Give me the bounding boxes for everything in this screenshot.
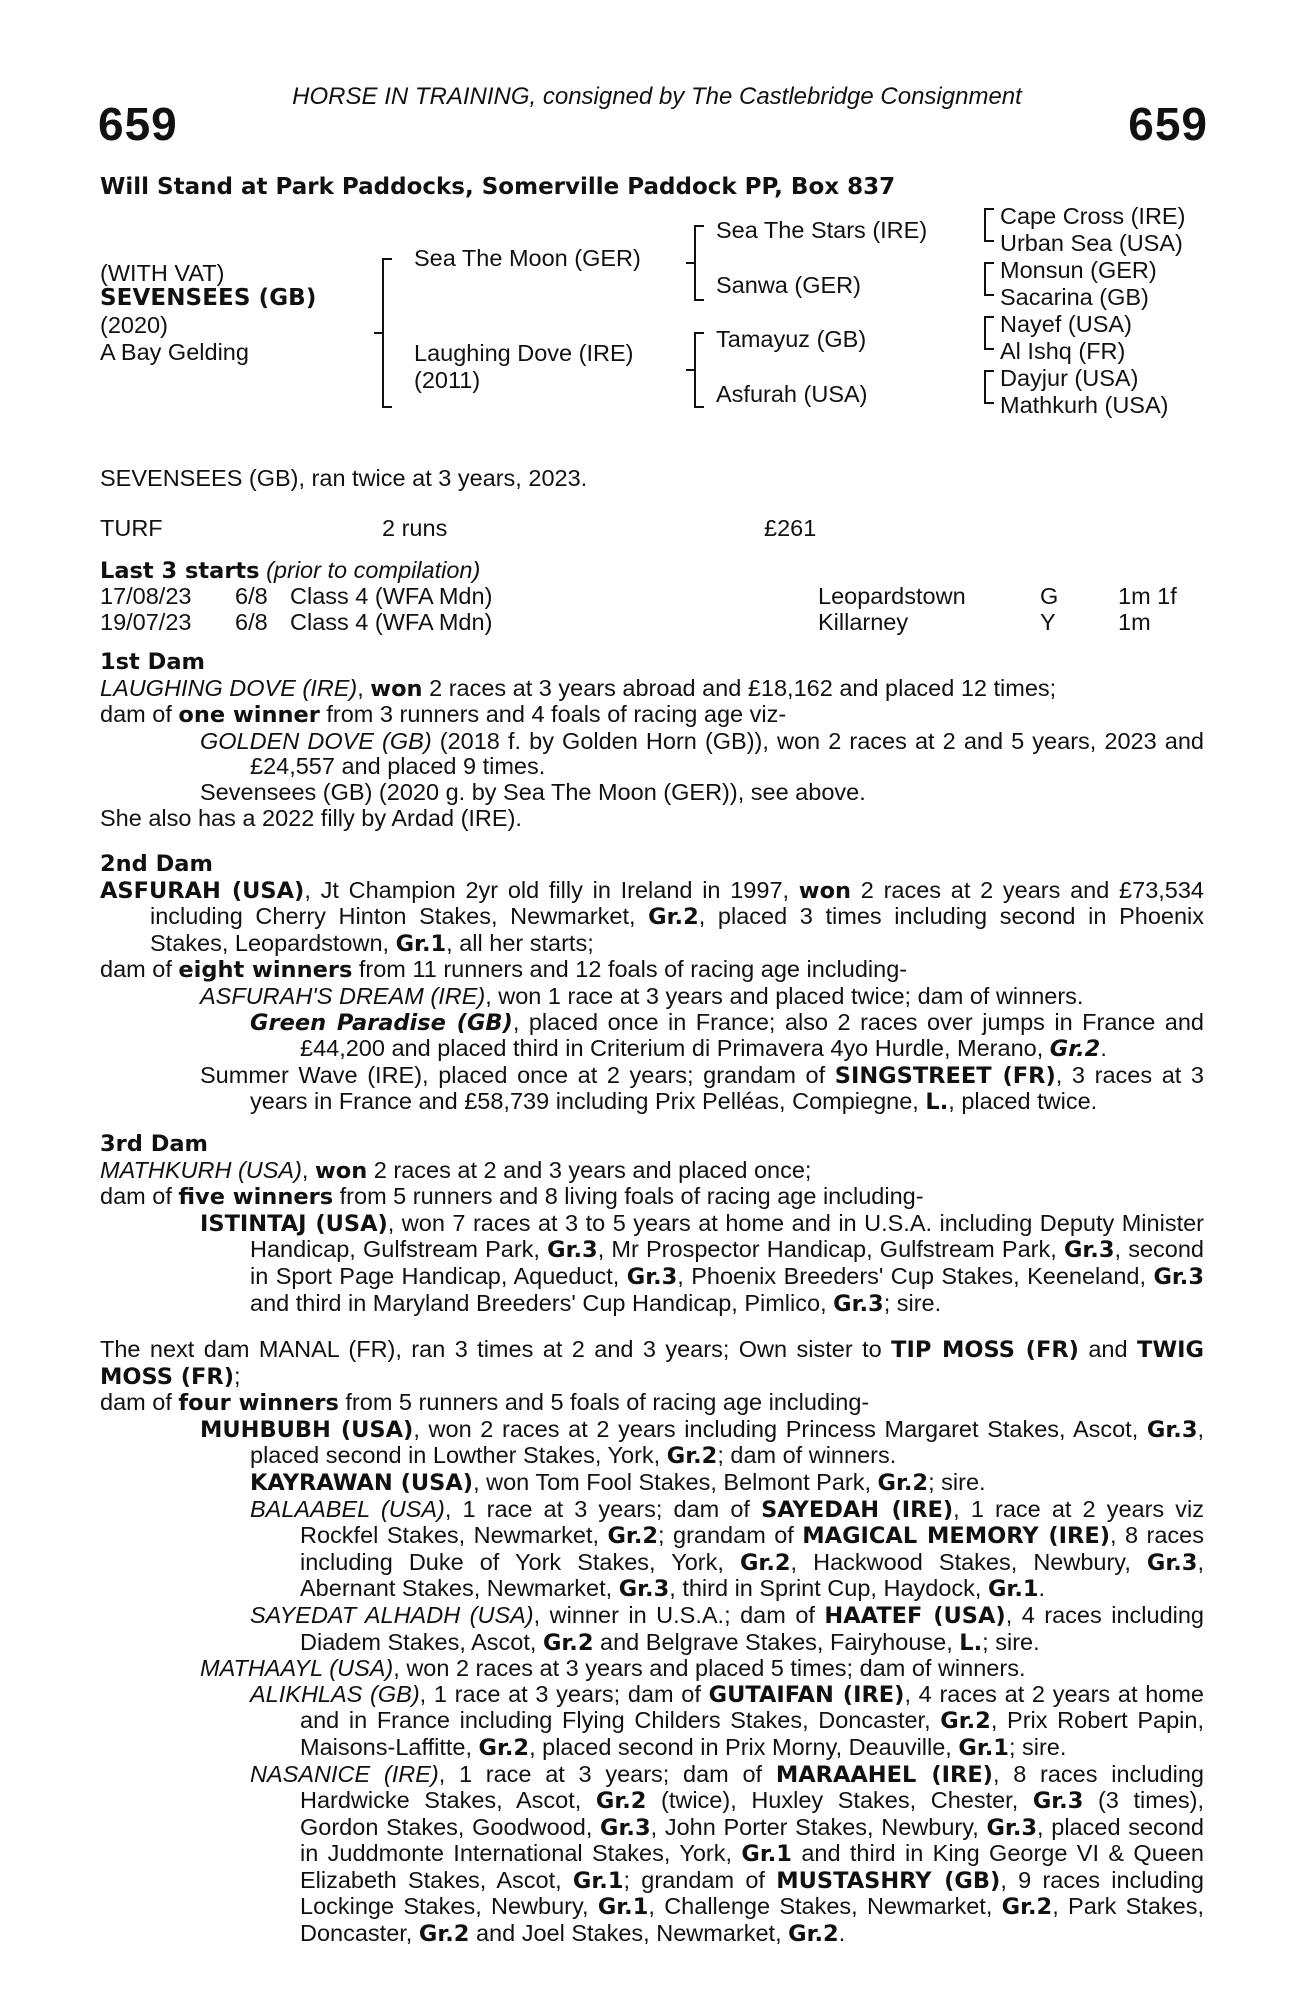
- grade: Gr.2: [648, 904, 699, 931]
- text: Summer Wave (IRE), placed once at 2 years; grandam of: [200, 1061, 835, 1088]
- grade: Gr.2: [542, 1629, 594, 1656]
- text-bold: four winners: [178, 1390, 339, 1417]
- text: , placed second in Prix Morny, Deauville,: [529, 1733, 959, 1760]
- last-starts-heading: [100, 558, 480, 585]
- first-dam-produce-summary: [100, 702, 1204, 729]
- text: The next dam MANAL (FR), ran 3 times at 2 and 3 years; Own sister to: [100, 1336, 892, 1362]
- text: , won 1 race at 3 years and placed twice; dam of winners.: [485, 982, 1084, 1009]
- text: , 1 race at 3 years; dam of: [438, 1760, 776, 1787]
- text: from 3 runners and 4 foals of racing age viz-: [319, 701, 787, 728]
- second-dam-record: [100, 878, 1204, 958]
- second-dam-grand-produce: [100, 1010, 1204, 1063]
- text: , Park Stakes, Doncaster,: [300, 1893, 1204, 1947]
- fourth-dam-grand-produce-1: [100, 1470, 1204, 1497]
- dam-name: ASFURAH (USA): [100, 877, 305, 904]
- grade: Gr.3: [1063, 1237, 1115, 1264]
- second-dam-produce-summary: [100, 957, 1204, 984]
- text: , Jt Champion 2yr old filly in Ireland in 1997,: [304, 876, 799, 903]
- start-row-1-going: G: [1040, 583, 1059, 609]
- text: dam of: [100, 956, 179, 983]
- race-summary: SEVENSEES (GB), ran twice at 3 years, 2023.: [100, 465, 588, 491]
- text: , 3 races at 3 years in France and £58,739 including Prix Pelléas, Compiegne,: [250, 1061, 1204, 1115]
- text: , 8 races including Hardwicke Stakes, Ascot,: [300, 1760, 1204, 1814]
- text-bold: five winners: [178, 1184, 334, 1211]
- first-dam-produce-1: [100, 729, 1204, 780]
- text: , 1 race at 2 years viz Rockfel Stakes, Newmarket,: [300, 1495, 1205, 1549]
- stand-location: Will Stand at Park Paddocks, Somerville Paddock PP, Box 837: [100, 174, 896, 200]
- second-dam-produce-2: [100, 1063, 1204, 1116]
- grade: Gr.3: [618, 1576, 670, 1603]
- record-surface: TURF: [100, 515, 163, 541]
- text: , Hackwood Stakes, Newbury,: [790, 1548, 1147, 1575]
- start-row-2-class: Class 4 (WFA Mdn): [290, 609, 493, 635]
- produce-name: MARAAHEL (IRE): [775, 1761, 993, 1788]
- pedigree-gg-7: Dayjur (USA): [1000, 365, 1139, 391]
- text: .: [838, 1920, 846, 1947]
- vat-note: (WITH VAT): [100, 260, 225, 286]
- grade: Gr.2: [1001, 1894, 1053, 1921]
- produce-name: MAGICAL MEMORY (IRE): [802, 1523, 1111, 1550]
- pedigree-brace-notch: [374, 332, 384, 334]
- grade: Gr.1: [597, 1894, 649, 1921]
- text: ; sire.: [928, 1468, 986, 1495]
- start-row-1-course: Leopardstown: [818, 583, 966, 609]
- text: , Challenge Stakes, Newmarket,: [648, 1893, 1002, 1920]
- text: 2 races at 2 and 3 years and placed once;: [367, 1156, 812, 1183]
- text: , placed twice.: [948, 1088, 1098, 1115]
- fourth-dam-produce-1: [100, 1417, 1204, 1470]
- text: ,: [357, 674, 371, 701]
- text: .: [1038, 1575, 1046, 1602]
- text: (3 times), Gordon Stakes, Goodwood,: [300, 1787, 1204, 1840]
- record-earnings: £261: [764, 515, 817, 541]
- text: , 4 races at 2 years at home and in France including Flying Childers Stakes, Doncaster,: [300, 1680, 1204, 1734]
- produce-name: NASANICE (IRE): [250, 1760, 439, 1787]
- text: , placed 3 times including second in Phoenix Stakes, Leopardstown,: [150, 903, 1204, 956]
- text: , 9 races including Lockinge Stakes, Newbury,: [300, 1866, 1204, 1920]
- grade: Gr.3: [626, 1263, 678, 1290]
- text: , 1 race at 3 years; dam of: [444, 1495, 762, 1522]
- text: , placed second in Juddmonte International Stakes, York,: [300, 1813, 1204, 1867]
- text-bold: one winner: [178, 702, 320, 729]
- fourth-dam-grand-produce-3: [100, 1603, 1204, 1656]
- text: ; dam of winners.: [717, 1442, 897, 1469]
- pedigree-brace-g2: [984, 262, 986, 296]
- fourth-dam-produce-2: [100, 1656, 1204, 1682]
- produce-name: ASFURAH'S DREAM (IRE): [200, 982, 486, 1009]
- produce-name: SINGSTREET (FR): [834, 1062, 1056, 1089]
- pedigree-gg-4: Sacarina (GB): [1000, 284, 1149, 310]
- record-runs: 2 runs: [382, 515, 448, 541]
- first-dam-section: [100, 650, 1204, 831]
- third-dam-produce-summary: [100, 1184, 1204, 1211]
- grade: Gr.3: [833, 1290, 884, 1317]
- first-dam-produce-2: Sevensees (GB) (2020 g. by Sea The Moon (GER)), see above.: [200, 778, 866, 805]
- text: , 4 races including Diadem Stakes, Ascot,: [300, 1601, 1204, 1655]
- first-dam-record: [100, 676, 1204, 703]
- sibling-name: TIP MOSS (FR): [891, 1337, 1079, 1363]
- pedigree-brace-g4: [984, 370, 986, 404]
- text: , Mr Prospector Handicap, Gulfstream Park,: [597, 1236, 1064, 1263]
- start-row-1-distance: 1m 1f: [1118, 583, 1177, 609]
- grade: Gr.2: [788, 1921, 839, 1948]
- fourth-dam-grand-produce-5: [100, 1762, 1204, 1948]
- grade: Gr.3: [600, 1814, 651, 1841]
- produce-name: ALIKHLAS (GB): [250, 1680, 420, 1707]
- grade: Gr.3: [1146, 1549, 1198, 1576]
- grade: Gr.2: [666, 1443, 718, 1470]
- horse-year: (2020): [100, 312, 168, 338]
- grade: L.: [959, 1629, 983, 1656]
- text: , John Porter Stakes, Newbury,: [650, 1813, 987, 1840]
- fourth-dam-grand-produce-4: [100, 1682, 1204, 1762]
- pedigree-dam-year: (2011): [414, 367, 481, 393]
- produce-name: BALAABEL (USA): [250, 1495, 445, 1522]
- text: .: [1100, 1035, 1107, 1062]
- grade: Gr.1: [958, 1734, 1009, 1761]
- text: , all her starts;: [446, 929, 594, 956]
- pedigree-brace-notch: [686, 262, 696, 264]
- lot-number-right: 659: [1128, 98, 1208, 150]
- first-dam-produce-3: She also has a 2022 filly by Ardad (IRE).: [100, 804, 522, 831]
- fourth-dam-grand-produce-2: [100, 1497, 1204, 1603]
- grade: Gr.1: [572, 1867, 624, 1894]
- text: and Joel Stakes, Newmarket,: [469, 1920, 789, 1947]
- text: and Belgrave Stakes, Fairyhouse,: [593, 1628, 960, 1655]
- produce-name: ISTINTAJ (USA): [200, 1210, 388, 1237]
- third-dam-section: [100, 1132, 1204, 1317]
- pedigree-brace-g1: [984, 208, 986, 242]
- text: ;: [234, 1362, 241, 1389]
- pedigree-gg-1: Cape Cross (IRE): [1000, 203, 1186, 229]
- text-bold: won: [370, 675, 423, 702]
- dam-name: LAUGHING DOVE (IRE): [100, 674, 358, 701]
- text: , 1 race at 3 years; dam of: [419, 1680, 709, 1707]
- text: , won Tom Fool Stakes, Belmont Park,: [473, 1468, 878, 1495]
- pedigree-gg-2: Urban Sea (USA): [1000, 230, 1183, 256]
- consignment-header: HORSE IN TRAINING, consigned by The Castlebridge Consignment: [292, 83, 1022, 110]
- grade: Gr.2: [607, 1523, 659, 1550]
- grade: Gr.2: [1049, 1036, 1101, 1063]
- grade: Gr.2: [478, 1734, 530, 1761]
- text: , won 7 races at 3 to 5 years at home and in U.S.A. including Deputy Minister Handicap, Gulfstream Park,: [250, 1209, 1204, 1263]
- horse-name: SEVENSEES (GB): [100, 285, 317, 311]
- start-row-1-pos: 6/8: [235, 583, 268, 609]
- produce-name: MUHBUBH (USA): [200, 1416, 414, 1443]
- text: and: [1078, 1336, 1137, 1362]
- pedigree-gg-6: Al Ishq (FR): [1000, 338, 1126, 364]
- text: (2018 f. by Golden Horn (GB)), won 2 races at 2 and 5 years, 2023 and £24,557 and placed 9 times.: [250, 727, 1204, 780]
- text: , won 2 races at 2 years including Princess Margaret Stakes, Ascot,: [413, 1415, 1147, 1442]
- dam-name: MATHKURH (USA): [100, 1156, 302, 1183]
- pedigree-dam-sire: Tamayuz (GB): [716, 326, 867, 352]
- pedigree-brace-notch: [686, 369, 696, 371]
- third-dam-record: [100, 1158, 1204, 1185]
- fourth-dam-section: [100, 1337, 1204, 1948]
- produce-name: MUSTASHRY (GB): [776, 1867, 1001, 1894]
- start-row-2-course: Killarney: [818, 609, 909, 635]
- second-dam-produce-1: [100, 984, 1204, 1010]
- first-dam-heading: 1st Dam: [100, 649, 205, 675]
- lot-number-left: 659: [98, 98, 178, 150]
- third-dam-heading: 3rd Dam: [100, 1131, 208, 1157]
- text: (twice), Huxley Stakes, Chester,: [646, 1787, 1033, 1814]
- fourth-dam-produce-summary: [100, 1390, 1204, 1417]
- text: , won 2 races at 3 years and placed 5 times; dam of winners.: [393, 1655, 1026, 1682]
- grade: Gr.2: [418, 1921, 470, 1948]
- produce-name: HAATEF (USA): [824, 1602, 1006, 1629]
- text: , 8 races including Duke of York Stakes, York,: [300, 1522, 1204, 1575]
- pedigree-brace-g3: [984, 316, 986, 350]
- start-row-2-going: Y: [1040, 609, 1056, 635]
- text: ; sire.: [883, 1289, 942, 1316]
- text: dam of: [100, 1389, 179, 1416]
- pedigree-gg-8: Mathkurh (USA): [1000, 392, 1169, 418]
- pedigree-gg-5: Nayef (USA): [1000, 311, 1132, 337]
- last-starts-note: (prior to compilation): [266, 557, 481, 583]
- text: ; grandam of: [623, 1866, 777, 1893]
- grade: Gr.3: [1146, 1416, 1198, 1443]
- grade: Gr.3: [1032, 1788, 1084, 1815]
- produce-name: MATHAAYL (USA): [200, 1655, 394, 1682]
- text: from 5 runners and 8 living foals of racing age including-: [333, 1183, 924, 1210]
- start-row-2-date: 19/07/23: [100, 609, 192, 635]
- text: , Phoenix Breeders' Cup Stakes, Keeneland,: [677, 1262, 1154, 1289]
- sibling-name: TWIG MOSS (FR): [100, 1337, 1204, 1390]
- text: , Prix Robert Papin, Maisons-Laffitte,: [300, 1707, 1204, 1760]
- pedigree-sire-dam: Sanwa (GER): [716, 272, 861, 298]
- text: , third in Sprint Cup, Haydock,: [669, 1575, 988, 1602]
- start-row-2-distance: 1m: [1118, 609, 1151, 635]
- last-starts-title: Last 3 starts: [100, 558, 260, 584]
- text-bold: eight winners: [178, 957, 353, 984]
- text: ; grandam of: [658, 1522, 803, 1549]
- pedigree-dam-dam: Asfurah (USA): [716, 381, 868, 407]
- fourth-dam-record: [100, 1337, 1204, 1390]
- produce-name: Green Paradise (GB): [250, 1009, 513, 1036]
- third-dam-produce-1: [100, 1211, 1204, 1317]
- second-dam-section: [100, 852, 1204, 1116]
- text-bold: won: [798, 877, 852, 904]
- start-row-1-date: 17/08/23: [100, 583, 192, 609]
- produce-name: GOLDEN DOVE (GB): [200, 727, 432, 754]
- start-row-2-pos: 6/8: [235, 609, 268, 635]
- produce-name: SAYEDAT ALHADH (USA): [250, 1601, 534, 1628]
- pedigree-sire-sire: Sea The Stars (IRE): [716, 217, 928, 243]
- horse-description: A Bay Gelding: [100, 339, 249, 365]
- text: , Abernant Stakes, Newmarket,: [300, 1548, 1204, 1602]
- pedigree-sire: Sea The Moon (GER): [414, 245, 641, 271]
- second-dam-heading: 2nd Dam: [100, 851, 213, 877]
- text: , placed once in France; also 2 races over jumps in France and £44,200 and placed third in Criterium di Primavera 4yo Hurdle, Merano,: [300, 1008, 1204, 1062]
- grade: Gr.3: [1153, 1263, 1204, 1290]
- text: 2 races at 3 years abroad and £18,162 and placed 12 times;: [422, 674, 1057, 701]
- grade: Gr.3: [986, 1814, 1038, 1841]
- text: ; sire.: [1008, 1733, 1067, 1760]
- text: ,: [301, 1156, 315, 1183]
- text-bold: won: [314, 1157, 368, 1184]
- text: from 11 runners and 12 foals of racing age including-: [352, 956, 908, 983]
- grade: Gr.2: [739, 1549, 791, 1576]
- text: dam of: [100, 1183, 179, 1210]
- text: dam of: [100, 701, 179, 728]
- pedigree-dam: Laughing Dove (IRE): [414, 340, 634, 366]
- grade: L.: [925, 1089, 949, 1116]
- start-row-1-class: Class 4 (WFA Mdn): [290, 583, 493, 609]
- produce-name: KAYRAWAN (USA): [250, 1469, 474, 1496]
- text: and third in Maryland Breeders' Cup Handicap, Pimlico,: [250, 1289, 834, 1316]
- text: from 5 runners and 5 foals of racing age including-: [338, 1389, 870, 1416]
- text: ; sire.: [982, 1628, 1040, 1655]
- pedigree-gg-3: Monsun (GER): [1000, 257, 1157, 283]
- text: , winner in U.S.A.; dam of: [533, 1601, 825, 1628]
- produce-name: SAYEDAH (IRE): [761, 1496, 954, 1523]
- text: , second in Sport Page Handicap, Aqueduct,: [250, 1236, 1204, 1289]
- grade: Gr.2: [595, 1788, 647, 1815]
- grade: Gr.3: [547, 1237, 598, 1264]
- grade: Gr.1: [741, 1841, 792, 1868]
- text: 2 races at 2 years and £73,534 including Cherry Hinton Stakes, Newmarket,: [150, 876, 1205, 930]
- produce-name: GUTAIFAN (IRE): [708, 1681, 905, 1708]
- grade: Gr.2: [940, 1708, 991, 1735]
- text: and third in King George VI & Queen Elizabeth Stakes, Ascot,: [300, 1840, 1204, 1893]
- grade: Gr.1: [395, 930, 447, 957]
- text: , placed second in Lowther Stakes, York,: [250, 1415, 1205, 1469]
- grade: Gr.2: [877, 1469, 929, 1496]
- grade: Gr.1: [987, 1576, 1039, 1603]
